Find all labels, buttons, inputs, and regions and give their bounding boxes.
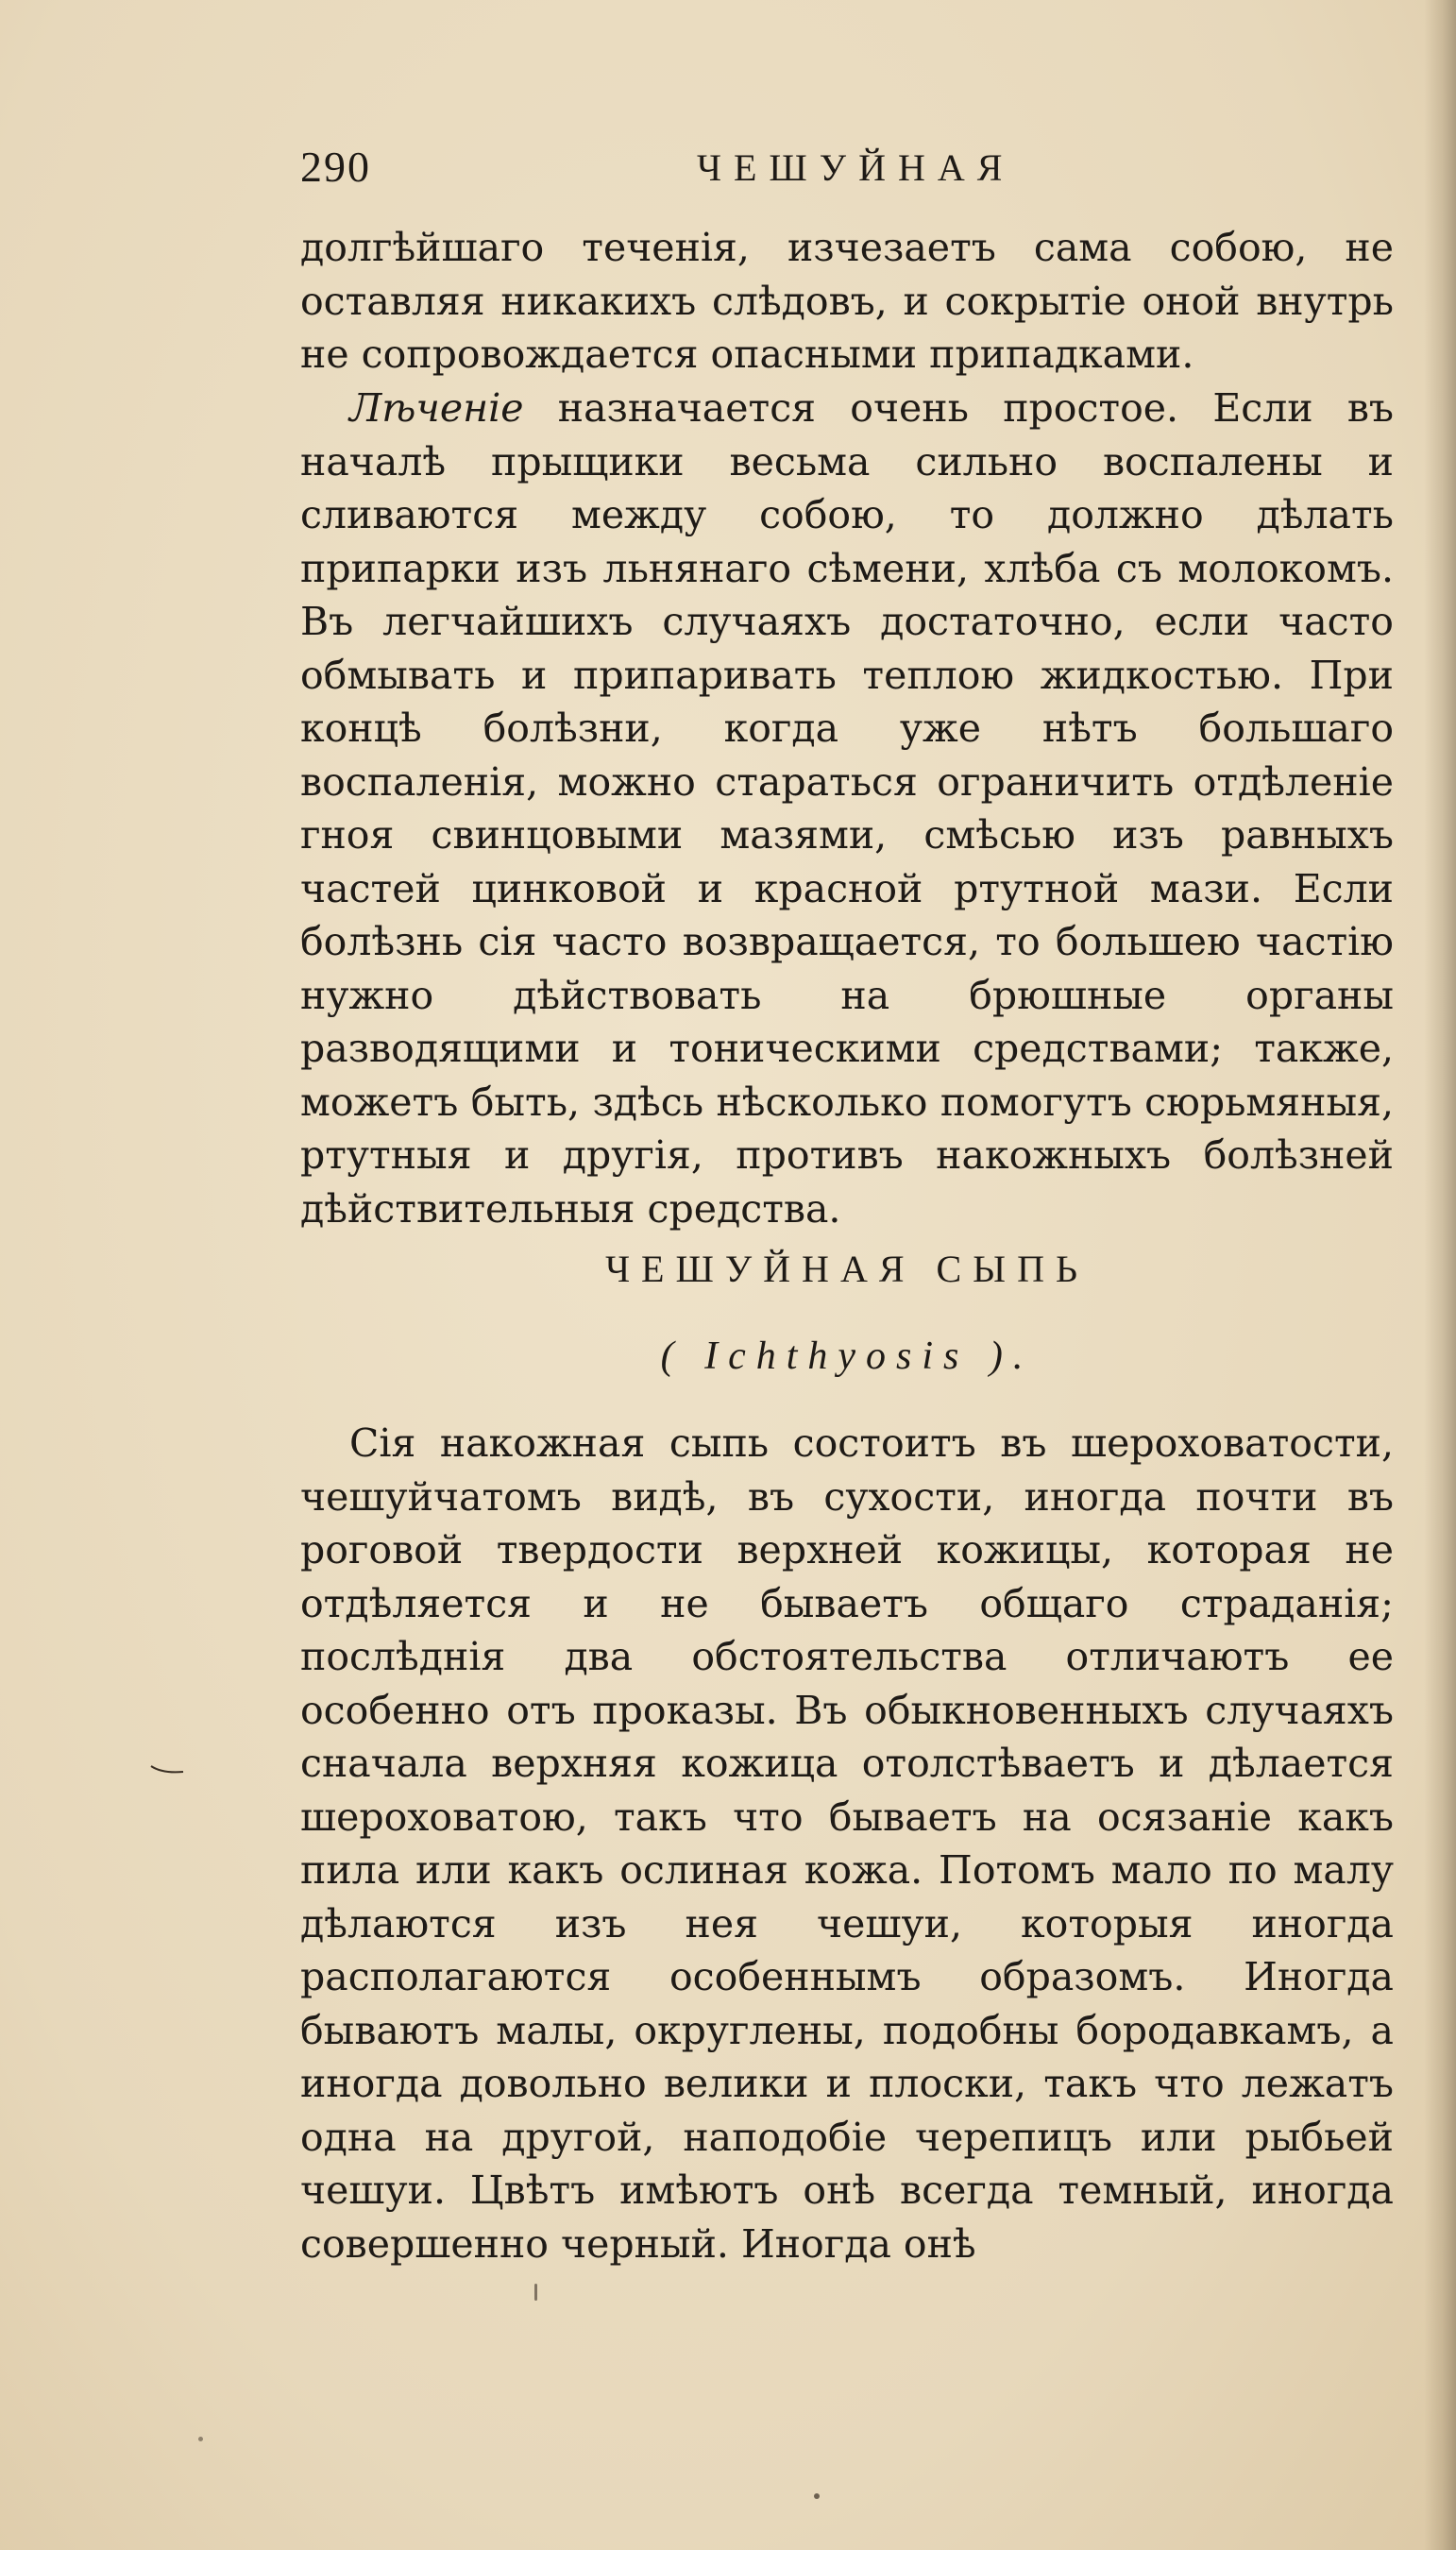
paper-speck [198,2437,203,2441]
paragraph-treatment [300,382,1394,1235]
paper-speck [814,2493,820,2499]
page-header [300,142,1414,198]
section-subtitle: ( Ichthyosis ). [660,1334,1034,1378]
paragraph-ichthyosis [300,1417,1394,2270]
paragraph-text: Сія накожная сыпь состоитъ въ шероховатости, чешуйчатомъ видѣ, въ сухости, иногда почти въ роговой твердости верхней кожицы, которая не отдѣляется и не бываетъ общаго страданія; послѣднія два обстоятельства отличаютъ ее особенно отъ проказы. Въ обыкновенныхъ случаяхъ сначала верхняя кожица отолстѣваетъ и дѣлается шероховатою, такъ что бываетъ на осязаніе какъ пила или какъ ослиная кожа. Потомъ мало по малу дѣлаются изъ нея чешуи, которыя иногда располагаются особеннымъ образомъ. Иногда бываютъ малы, округлены, подобны бородавкамъ, а иногда довольно велики и плоски, такъ что лежатъ одна на другой, наподобіе черепицъ или рыбьей чешуи. Цвѣтъ имѣютъ онѣ всегда темный, иногда совершенно черный. Иногда онѣ [300,1420,1394,2267]
paragraph-text [300,382,1394,1235]
paragraph-continued [300,221,1394,382]
paragraph-body: назначается очень простое. Если въ началѣ прыщики весьма сильно воспалены и сливаются между собою, то должно дѣлать припарки изъ льнянаго сѣмени, хлѣба съ молокомъ. Въ легчайшихъ случаяхъ достаточно, если часто обмывать и припаривать теплою жидкостью. При концѣ болѣзни, когда уже нѣтъ большаго воспаленія, можно стараться ограничить отдѣленіе гноя свинцовыми мазями, смѣсью изъ равныхъ частей цинковой и красной ртутной мази. Если болѣзнь сія часто возвращается, то большею частію нужно дѣйствовать на брюшные органы разводящими и тоническими средствами; также, можетъ быть, здѣсь нѣсколько помогутъ сюрьмяныя, ртутныя и другія, противъ накожныхъ болѣзней дѣйствительныя средства. [300,385,1394,1232]
section-title: ЧЕШУЙНАЯ СЫПЬ [605,1248,1089,1290]
emphasized-term: Лѣченіе [349,385,524,431]
margin-pencil-mark [149,1764,185,1776]
page-number: 290 [300,143,371,191]
binding-shadow [1424,0,1456,2550]
running-head: ЧЕШУЙНАЯ [697,146,1015,189]
paper-speck [534,2284,537,2301]
paragraph-text: долгѣйшаго теченія, изчезаетъ сама собою, не оставляя никакихъ слѣдовъ, и сокрытіе оной внутрь не сопровождается опасными припадками. [300,225,1394,377]
